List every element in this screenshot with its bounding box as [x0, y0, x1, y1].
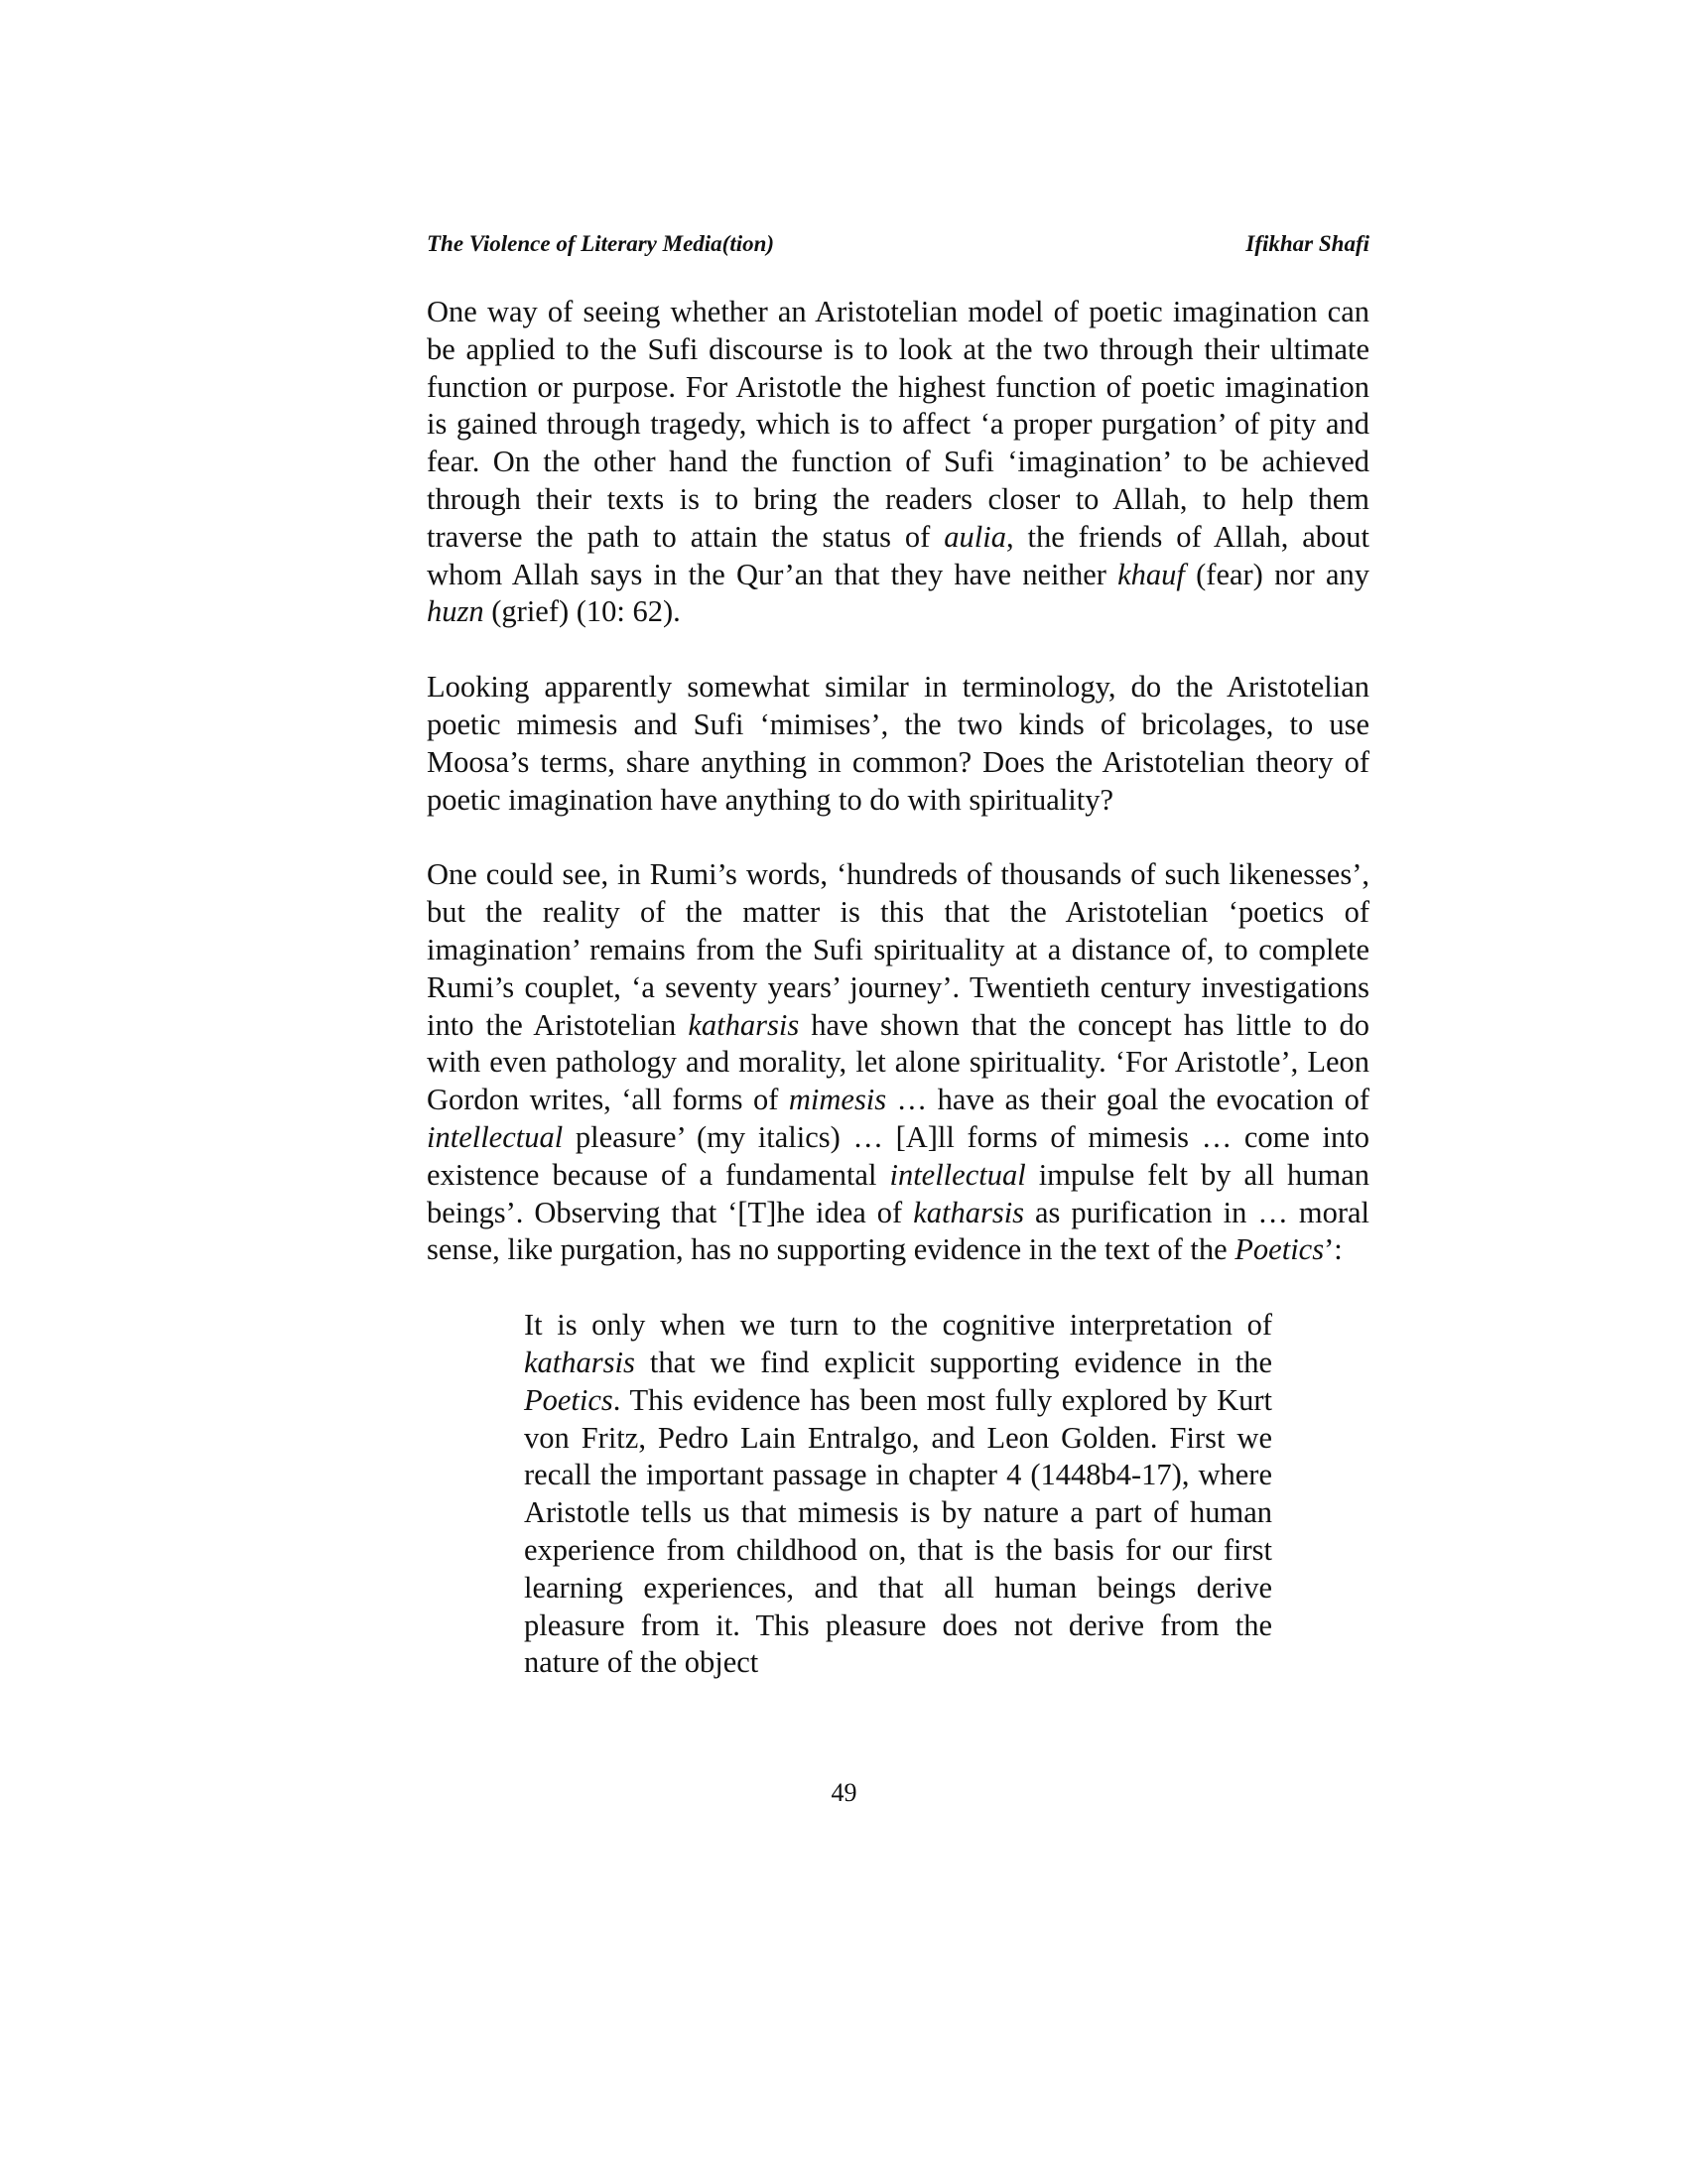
italic-text: huzn: [427, 594, 484, 629]
italic-text: intellectual: [427, 1119, 564, 1154]
italic-text: aulia: [944, 519, 1006, 554]
text-run: … have as their goal the evocation of: [886, 1083, 1369, 1117]
text-run: (fear) nor any: [1184, 557, 1369, 591]
italic-text: katharsis: [524, 1345, 635, 1379]
italic-text: Poetics: [1234, 1232, 1325, 1267]
text-run: impulse felt by all human beings’. Observing that ‘[T]he idea of: [427, 1157, 1369, 1229]
text-run: , the friends of Allah, about whom Allah says in the Qur’an that they have neither: [427, 519, 1369, 591]
italic-text: katharsis: [688, 1007, 800, 1042]
body-text: [427, 294, 1369, 1682]
paragraph: [427, 856, 1369, 1269]
italic-text: mimesis: [788, 1083, 887, 1117]
text-run: (grief) (10: 62).: [483, 594, 681, 629]
text-run: that we find explicit supporting evidence in the: [634, 1345, 1272, 1379]
text-run: have shown that the concept has little to do with even pathology and morality, let alone spirituality. ‘For Aristotle’, Leon Gordon writes, ‘all forms of: [427, 1007, 1369, 1117]
text-run: It is only when we turn to the cognitive interpretation of: [524, 1308, 1272, 1343]
block-quote: [524, 1307, 1272, 1682]
text-run: Looking apparently somewhat similar in terminology, do the Aristotelian poetic mimesis and Sufi ‘mimises’, the two kinds of bricolages, to use Moosa’s terms, share anything in common? Does the Aristotelian theory of poetic imagination have anything to do with spirituality?: [427, 670, 1369, 817]
page-number: 49: [831, 1778, 857, 1807]
italic-text: khauf: [1117, 557, 1185, 591]
paragraph: [427, 294, 1369, 631]
paragraph: [427, 669, 1369, 819]
italic-text: katharsis: [913, 1195, 1025, 1229]
text-run: One could see, in Rumi’s words, ‘hundreds of thousands of such likenesses’, but the reality of the matter is this that the Aristotelian ‘poetics of imagination’ remains from the Sufi spirituality at a distance of, to complete Rumi’s couplet, ‘a seventy years’ journey’. Twentieth century investigations into the Aristotelian: [427, 857, 1369, 1042]
text-run: pleasure’ (my italics) … [A]ll forms of mimesis … come into existence because of a fundamental: [427, 1119, 1369, 1192]
text-run: as purification in … moral sense, like purgation, has no supporting evidence in the text of the: [427, 1195, 1369, 1267]
italic-text: intellectual: [889, 1157, 1026, 1192]
text-run: ’:: [1324, 1232, 1343, 1267]
italic-text: Poetics: [524, 1382, 613, 1417]
text-run: . This evidence has been most fully explored by Kurt von Fritz, Pedro Lain Entralgo, and Leon Golden. First we recall the important passage in chapter 4 (1448b4-17), where Aristotle tells us that mimesis is by nature a part of human experience from childhood on, that is the basis for our first learning experiences, and that all human beings derive pleasure from it. This pleasure does not derive from the nature of the object: [524, 1382, 1272, 1680]
running-author: Ifikhar Shafi: [1245, 231, 1369, 256]
running-title: The Violence of Literary Media(tion): [427, 231, 775, 256]
text-run: One way of seeing whether an Aristotelian model of poetic imagination can be applied to the Sufi discourse is to look at the two through their ultimate function or purpose. For Aristotle the highest function of poetic imagination is gained through tragedy, which is to affect ‘a proper purgation’ of pity and fear. On the other hand the function of Sufi ‘imagination’ to be achieved through their texts is to bring the readers closer to Allah, to help them traverse the path to attain the status of: [427, 295, 1369, 554]
